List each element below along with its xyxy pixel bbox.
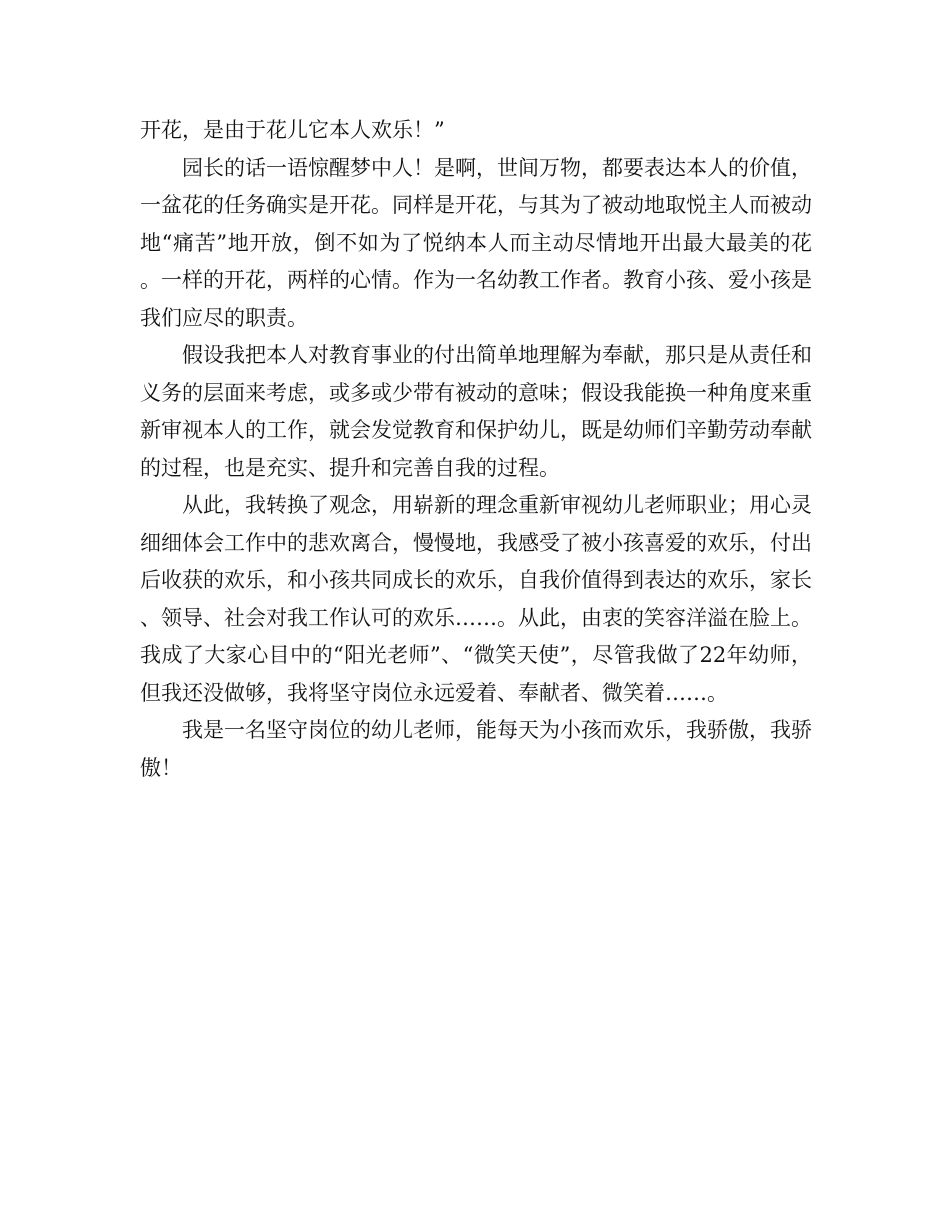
paragraph-continuation: 开花，是由于花儿它本人欢乐！”	[140, 118, 445, 142]
paragraph-conclusion: 我是一名坚守岗位的幼儿老师，能每天为小孩而欢乐，我骄傲，我骄傲！	[140, 718, 812, 780]
paragraph-change-of-mind: 从此，我转换了观念，用崭新的理念重新审视幼儿老师职业；用心灵细细体会工作中的悲欢离合，慢慢地，我感受了被小孩喜爱的欢乐，付出后收获的欢乐，和小孩共同成长的欢乐，自我价值得到表达的欢乐，家长、领导、社会对我工作认可的欢乐……。从此，由衷的笑容洋溢在脸上。我成了大家心目中的“阳光老师”、“微笑天使”，尽管我做了22年幼师，但我还没做够，我将坚守岗位永远爱着、奉献者、微笑着……。	[140, 493, 812, 705]
paragraph-principal-words: 园长的话一语惊醒梦中人！是啊，世间万物，都要表达本人的价值，一盆花的任务确实是开花。同样是开花，与其为了被动地取悦主人而被动地“痛苦”地开放，倒不如为了悦纳本人而主动尽情地开出最大最美的花。一样的开花，两样的心情。作为一名幼教工作者。教育小孩、爱小孩是我们应尽的职责。	[140, 155, 812, 330]
body-text	[140, 112, 812, 787]
paragraph-dedication: 假设我把本人对教育事业的付出简单地理解为奉献，那只是从责任和义务的层面来考虑，或多或少带有被动的意味；假设我能换一种角度来重新审视本人的工作，就会发觉教育和保护幼儿，既是幼师们辛勤劳动奉献的过程，也是充实、提升和完善自我的过程。	[140, 343, 812, 480]
